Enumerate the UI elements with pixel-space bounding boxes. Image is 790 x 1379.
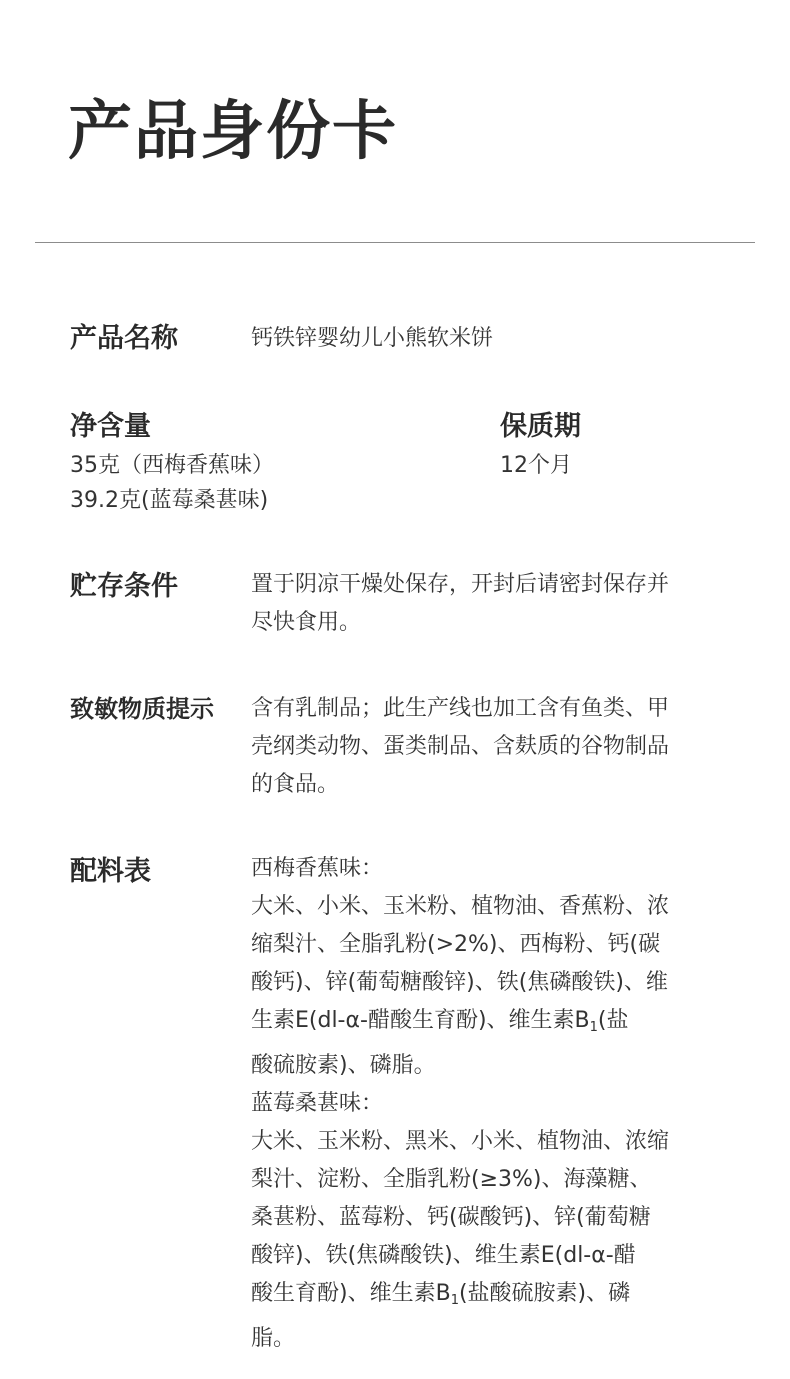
product-name-value: 钙铁锌婴幼儿小熊软米饼 xyxy=(251,326,494,351)
ingredient-line: 大米、玉米粉、黑米、小米、植物油、浓缩 xyxy=(251,1129,670,1154)
shelf-life-label: 保质期 xyxy=(500,411,581,442)
ingredient-line: 缩梨汁、全脂乳粉(>2%)、西梅粉、钙(碳 xyxy=(251,932,661,957)
shelf-life-value: 12个月 xyxy=(500,453,572,478)
ingredient-line: 酸生育酚)、维生素$B_1$(盐酸硫胺素)、磷 xyxy=(251,1281,631,1308)
ingredient-line: 生素E(dl-α-醋酸生育酚)、维生素$B_1$(盐 xyxy=(251,1008,629,1035)
ingredient-line: 脂。 xyxy=(251,1326,296,1351)
product-name-label: 产品名称 xyxy=(70,323,178,354)
flavor-name: 蓝莓桑葚味： xyxy=(251,1091,384,1116)
divider xyxy=(35,242,755,243)
storage-label: 贮存条件 xyxy=(70,571,178,602)
ingredients-value xyxy=(251,850,729,1358)
ingredient-line: 酸锌)、铁(焦磷酸铁)、维生素E(dl-α-醋 xyxy=(251,1243,636,1268)
net-content-label: 净含量 xyxy=(70,411,151,442)
allergen-line: 的食品。 xyxy=(251,772,340,797)
flavor-name: 西梅香蕉味： xyxy=(251,856,384,881)
net-content-line: 39.2克(蓝莓桑葚味) xyxy=(70,488,269,513)
allergen-value xyxy=(251,690,729,804)
storage-line: 尽快食用。 xyxy=(251,610,362,635)
allergen-line: 壳纲类动物、蛋类制品、含麸质的谷物制品 xyxy=(251,734,670,759)
ingredient-line: 酸钙)、锌(葡萄糖酸锌)、铁(焦磷酸铁)、维 xyxy=(251,970,668,995)
ingredient-line: 大米、小米、玉米粉、植物油、香蕉粉、浓 xyxy=(251,894,670,919)
ingredient-line: 梨汁、淀粉、全脂乳粉(≥3%)、海藻糖、 xyxy=(251,1167,652,1192)
net-content-line: 35克（西梅香蕉味） xyxy=(70,453,274,478)
ingredients-label: 配料表 xyxy=(70,856,151,887)
storage-value xyxy=(251,566,729,642)
ingredient-line: 酸硫胺素)、磷脂。 xyxy=(251,1053,436,1078)
allergen-label: 致敏物质提示 xyxy=(70,695,214,723)
ingredient-line: 桑葚粉、蓝莓粉、钙(碳酸钙)、锌(葡萄糖 xyxy=(251,1205,651,1230)
page-title: 产品身份卡 xyxy=(68,95,398,169)
storage-line: 置于阴凉干燥处保存，开封后请密封保存并 xyxy=(251,572,670,597)
allergen-line: 含有乳制品；此生产线也加工含有鱼类、甲 xyxy=(251,696,670,721)
